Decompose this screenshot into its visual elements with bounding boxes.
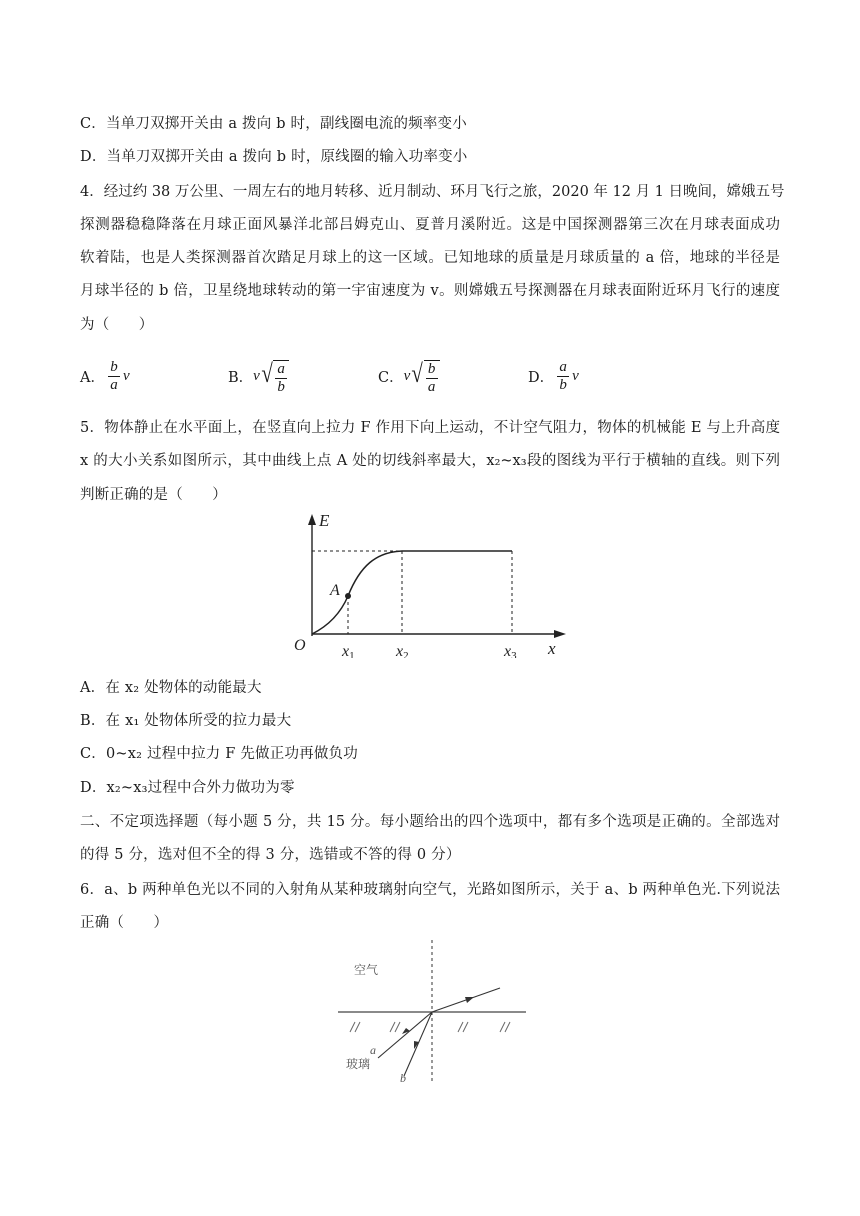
glass-label: 玻璃 bbox=[346, 1057, 371, 1071]
point-a-marker bbox=[345, 593, 351, 599]
fraction-b-over-a: $\frac{b}{a}$ bbox=[108, 359, 120, 394]
tick-x2: x2 bbox=[396, 643, 409, 658]
ray-a-arrow bbox=[402, 1028, 410, 1034]
refraction-figure bbox=[330, 936, 530, 1086]
section-2-line-1: 二、不定项选择题（每小题 5 分，共 15 分。每小题给出的四个选项中，都有多个选项是正确的。全部选对 bbox=[80, 814, 780, 830]
q4-option-a: A． $\frac{b}{a}$ v bbox=[80, 358, 130, 393]
q3-option-c: C．当单刀双掷开关由 a 拨向 b 时，副线圈电流的频率变小 bbox=[80, 116, 467, 132]
q4-option-a-label: A． bbox=[80, 369, 105, 386]
q4-option-d-label: D． bbox=[528, 369, 555, 386]
ray-a-label: a bbox=[370, 1043, 376, 1057]
q5-option-b: B．在 x₁ 处物体所受的拉力最大 bbox=[80, 713, 292, 729]
point-a-label: A bbox=[330, 582, 340, 599]
tick-x3: x3 bbox=[504, 643, 517, 658]
formula-v-sqrt-a-over-b: v √ $\frac{a}{b}$ bbox=[253, 356, 289, 396]
q4-option-b-label: B． bbox=[228, 369, 254, 386]
q6-line-2: 正确（ ） bbox=[80, 915, 169, 931]
q4-line-3: 软着陆，也是人类探测器首次踏足月球上的这一区域。已知地球的质量是月球质量的 a 倍，地球的半径是 bbox=[80, 250, 780, 266]
q4-option-d: D． $\frac{a}{b}$ v bbox=[528, 358, 579, 393]
q6-line-1: 6．a、b 两种单色光以不同的入射角从某种玻璃射向空气，光路如图所示，关于 a、b 两种单色光.下列说法 bbox=[80, 882, 780, 898]
ray-b bbox=[404, 1012, 432, 1076]
q4-line-2: 探测器稳稳降落在月球正面风暴洋北部吕姆克山、夏普月溪附近。这是中国探测器第三次在月球表面成功 bbox=[80, 217, 780, 233]
q4-line-5: 为（ ） bbox=[80, 317, 154, 333]
q4-option-b bbox=[228, 356, 289, 396]
fraction-a-over-b: $\frac{a}{b}$ bbox=[557, 359, 569, 394]
q5-option-a: A．在 x₂ 处物体的动能最大 bbox=[80, 680, 262, 696]
q4-line-1: 4．经过约 38 万公里、一周左右的地月转移、近月制动、环月飞行之旅，2020 年 12 月 1 日晚间，嫦娥五号 bbox=[80, 184, 785, 200]
energy-height-graph bbox=[290, 508, 580, 658]
origin-label: O bbox=[294, 637, 306, 654]
ray-b-label: b bbox=[400, 1071, 406, 1085]
q5-line-2: x 的大小关系如图所示，其中曲线上点 A 处的切线斜率最大，x₂~x₃段的图线为平行于横轴的直线。则下列 bbox=[80, 453, 780, 469]
x-axis-arrow bbox=[554, 630, 566, 638]
q5-option-d: D．x₂~x₃过程中合外力做功为零 bbox=[80, 780, 295, 796]
q3-option-d: D．当单刀双掷开关由 a 拨向 b 时，原线圈的输入功率变小 bbox=[80, 149, 468, 165]
section-2-line-2: 的得 5 分，选对但不全的得 3 分，选错或不答的得 0 分） bbox=[80, 847, 461, 863]
ray-a bbox=[378, 1012, 432, 1058]
q5-line-1: 5．物体静止在水平面上，在竖直向上拉力 F 作用下向上运动，不计空气阻力，物体的机械能 E 与上升高度 bbox=[80, 420, 780, 436]
formula-v-sqrt-b-over-a: v √ $\frac{b}{a}$ bbox=[404, 356, 440, 396]
q5-option-c: C．0~x₂ 过程中拉力 F 先做正功再做负功 bbox=[80, 746, 358, 762]
y-axis-label: E bbox=[319, 511, 330, 530]
x-axis-label: x bbox=[548, 639, 556, 658]
air-label: 空气 bbox=[354, 963, 379, 977]
q4-option-c bbox=[378, 356, 440, 396]
q4-option-c-label: C． bbox=[378, 369, 404, 386]
tick-x1: x1 bbox=[342, 643, 355, 658]
glass-hatching bbox=[350, 1022, 510, 1032]
q5-line-3: 判断正确的是（ ） bbox=[80, 487, 227, 503]
refracted-ray-arrow bbox=[465, 997, 474, 1003]
y-axis-arrow bbox=[308, 514, 316, 525]
q4-line-4: 月球半径的 b 倍，卫星绕地球转动的第一宇宙速度为 v。则嫦娥五号探测器在月球表面附近环月飞行的速度 bbox=[80, 283, 780, 299]
energy-curve bbox=[312, 551, 512, 634]
